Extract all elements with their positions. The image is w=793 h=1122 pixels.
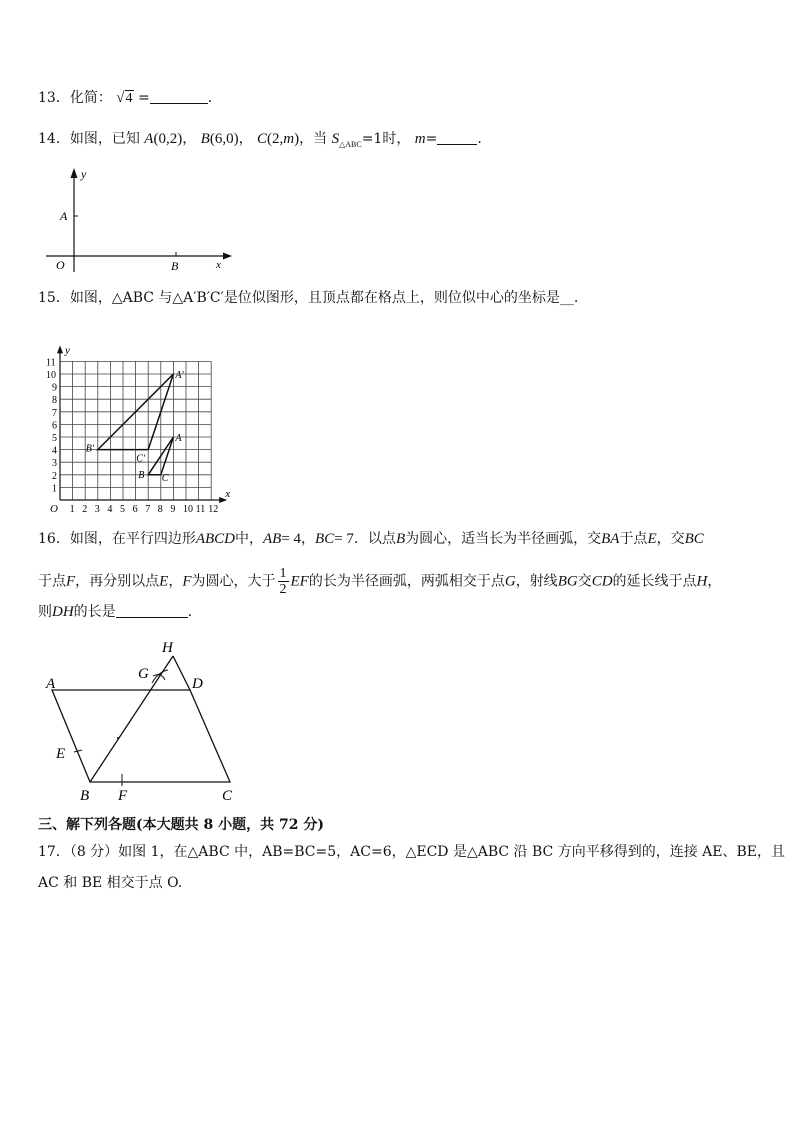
q15-text: 15．如图，△ABC 与△A′B′C′是位似图形，且顶点都在格点上，则位似中心的坐标是__. <box>38 290 579 306</box>
q14-answer-blank <box>437 130 477 145</box>
bc-value: = 7 <box>334 531 354 547</box>
segment-ab: AB <box>263 531 282 547</box>
q16-text: 为圆心，大于 <box>191 573 276 590</box>
q16-text: 于点 <box>38 573 66 590</box>
segment-cd: CD <box>591 573 613 590</box>
point-a-label: A <box>144 131 154 147</box>
label-b: B <box>138 469 145 481</box>
figure-15-grid <box>38 316 270 520</box>
x-tick-label: 4 <box>107 504 113 515</box>
x-tick-label: 12 <box>208 504 219 515</box>
segment-ef: EF <box>290 573 309 590</box>
separator: ， <box>182 131 197 147</box>
q16-text: ．以点 <box>353 531 396 547</box>
midpoint-dot <box>117 737 119 739</box>
q16-text: ， <box>707 573 722 590</box>
point-b-coord: (6,0) <box>209 131 239 147</box>
origin-label: O <box>50 503 58 515</box>
area-value: =1时， <box>361 131 411 147</box>
x-tick-label: 10 <box>183 504 193 515</box>
y-axis-label: y <box>65 344 70 357</box>
segment-dh-line <box>173 656 190 690</box>
area-subscript: △ABC <box>339 139 362 149</box>
x-tick-label: 2 <box>82 504 88 515</box>
label-d: D <box>192 676 203 692</box>
y-tick-label: 9 <box>52 382 57 394</box>
point-h: H <box>696 573 708 590</box>
x-axis-label: x <box>216 259 221 271</box>
question-17-line-1 <box>38 842 785 862</box>
point-c-label: C <box>257 131 268 147</box>
ray-bg: BG <box>557 573 578 590</box>
q16-period: . <box>187 604 193 620</box>
q16-text: ，射线 <box>515 573 558 590</box>
y-tick-label: 10 <box>46 370 56 381</box>
y-tick-label: 11 <box>46 357 56 369</box>
q13-period: . <box>207 90 213 106</box>
q16-text: 于点 <box>619 531 648 547</box>
q17-text: 17．（8 分）如图 1，在△ABC 中，AB=BC=5，AC=6，△ECD 是△ABC 沿 BC 方向平移得到的，连接 AE、BE，且 <box>38 844 786 860</box>
tick-labels <box>46 357 218 515</box>
label-c: C <box>161 472 169 484</box>
point-c-coord-close: ) <box>294 131 300 147</box>
y-axis-arrow-icon <box>71 168 78 178</box>
point-a-marker: A <box>60 209 68 223</box>
point-b: B <box>395 531 406 547</box>
label-c: C <box>222 788 233 804</box>
x-tick-label: 9 <box>170 504 176 515</box>
q14-number: 14．如图，已知 <box>38 131 140 147</box>
q16-text: 的长是 <box>73 604 116 620</box>
x-tick-label: 5 <box>120 504 125 515</box>
sqrt-expression <box>116 88 133 109</box>
question-15 <box>38 288 578 308</box>
segment-ba: BA <box>601 531 620 547</box>
label-g: G <box>138 666 149 682</box>
q13-number: 13．化简： <box>38 90 112 106</box>
q16-text: 中， <box>235 531 263 547</box>
question-17-line-2 <box>38 873 182 893</box>
parallelogram-abcd: ABCD <box>195 531 235 547</box>
x-tick-label: 11 <box>195 504 206 515</box>
segment-bc: BC <box>684 531 704 547</box>
point-g: G <box>504 573 516 590</box>
q16-text: 交 <box>577 573 592 590</box>
q17-text: AC 和 BE 相交于点 O. <box>38 875 183 891</box>
point-b-marker: B <box>171 259 179 273</box>
q16-text: ，再分别以点 <box>75 573 160 590</box>
fraction-denominator: 2 <box>279 582 287 597</box>
q16-text: 为圆心，适当长为半径画弧，交 <box>405 531 602 547</box>
ab-value: = 4 <box>281 531 302 547</box>
point-e: E <box>159 573 169 590</box>
label-e: E <box>56 746 66 762</box>
m-equals: = <box>425 131 438 147</box>
q14-period: . <box>477 131 482 147</box>
radicand: 4 <box>125 91 133 106</box>
segment-bc: BC <box>315 531 335 547</box>
x-tick-label: 3 <box>94 504 100 515</box>
point-c-m: m <box>283 131 295 147</box>
point-b-label: B <box>200 131 210 147</box>
question-16-line-1 <box>38 529 704 549</box>
question-16-line-3 <box>38 602 192 622</box>
fraction-one-half <box>278 566 289 597</box>
separator: ， <box>238 131 253 147</box>
label-a: A <box>175 433 182 444</box>
figure-14-axes <box>40 164 240 274</box>
q13-answer-blank <box>150 89 208 104</box>
label-a-prime: A′ <box>175 370 184 381</box>
q13-equals: = <box>137 90 150 106</box>
q14-when: ，当 <box>299 131 328 147</box>
point-c-coord-open: (2, <box>267 131 284 147</box>
label-b: B <box>80 788 90 804</box>
fraction-numerator: 1 <box>279 566 287 581</box>
q16-text: ，交 <box>656 531 685 547</box>
point-a-coord: (0,2) <box>153 131 183 147</box>
y-tick-label: 8 <box>52 395 57 407</box>
y-tick-label: 7 <box>52 407 57 419</box>
y-tick-label: 5 <box>52 433 57 444</box>
label-b-prime: B′ <box>85 443 95 455</box>
q16-text: 16．如图，在平行四边形 <box>38 531 196 547</box>
origin-label: O <box>56 258 65 272</box>
y-tick-label: 3 <box>52 458 57 470</box>
label-h: H <box>162 640 173 656</box>
question-16-line-2 <box>38 566 721 597</box>
q16-text: 则 <box>38 604 52 620</box>
x-axis-arrow-icon <box>223 253 232 260</box>
var-m: m <box>414 131 426 147</box>
separator: ， <box>301 531 316 547</box>
q16-text: 的延长线于点 <box>612 573 697 590</box>
label-a: A <box>46 676 56 692</box>
x-tick-label: 8 <box>157 504 163 515</box>
figure-16-parallelogram <box>40 634 250 810</box>
x-tick-label: 7 <box>145 504 151 515</box>
question-13 <box>38 88 212 109</box>
y-axis-arrow-icon <box>57 345 63 353</box>
q16-answer-blank <box>116 603 188 618</box>
segment-dh: DH <box>52 604 74 620</box>
y-tick-label: 2 <box>52 470 57 482</box>
section-heading: 三、解下列各题(本大题共 8 小题，共 72 分) <box>38 817 324 833</box>
question-14 <box>38 129 482 155</box>
radical-sign: √ <box>116 90 125 106</box>
x-axis-label: x <box>225 488 231 500</box>
q16-text: 的长为半径画弧，两弧相交于点 <box>308 573 505 590</box>
area-symbol: S <box>331 131 340 147</box>
label-f: F <box>118 788 128 804</box>
x-tick-label: 6 <box>132 504 138 515</box>
y-tick-label: 1 <box>52 483 57 495</box>
point-f: F <box>182 573 192 590</box>
q16-text: ， <box>168 573 183 590</box>
label-c-prime: C′ <box>136 453 146 465</box>
point-f: F <box>66 573 76 590</box>
x-tick-label: 1 <box>69 504 75 515</box>
y-tick-label: 6 <box>52 420 57 432</box>
y-axis-label: y <box>81 167 87 181</box>
y-tick-label: 4 <box>52 445 57 457</box>
point-e: E <box>647 531 657 547</box>
